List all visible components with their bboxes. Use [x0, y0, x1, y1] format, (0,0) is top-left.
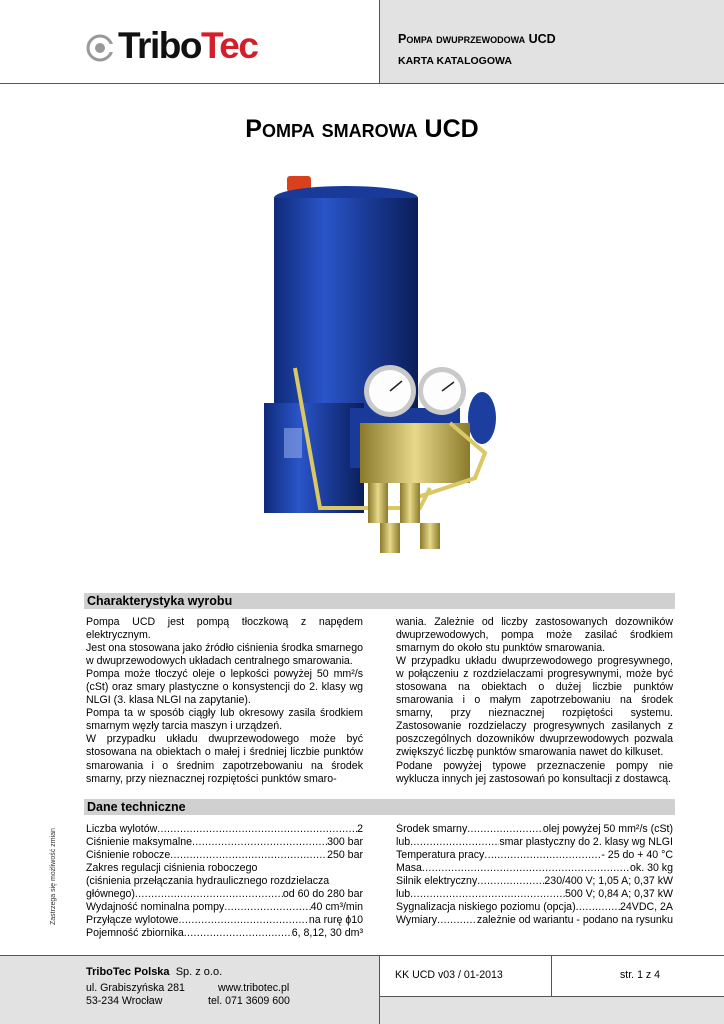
- spec-leader-dots: [576, 901, 620, 914]
- header-subtitle: KARTA KATALOGOWA: [398, 55, 512, 67]
- header-divider: [0, 83, 724, 84]
- spec-value: 40 cm³/min: [310, 901, 363, 914]
- spec-leader-dots: [484, 849, 601, 862]
- spec-row: [396, 901, 673, 914]
- spec-leader-dots: [437, 914, 477, 927]
- spec-row: [86, 901, 363, 914]
- spec-label: Ciśnienie robocze: [86, 849, 171, 862]
- spec-row: [86, 927, 363, 940]
- logo-text-tribo: Tribo: [118, 25, 201, 66]
- spec-value: 230/400 V; 1,05 A; 0,37 kW: [544, 875, 673, 888]
- logo-text-tec: Tec: [200, 25, 258, 66]
- spec-row: [396, 888, 673, 901]
- spec-label: lub: [396, 836, 411, 849]
- spec-value: 500 V; 0,84 A; 0,37 kW: [565, 888, 673, 901]
- spec-label: lub: [396, 888, 411, 901]
- spec-value: ok. 30 kg: [630, 862, 673, 875]
- spec-label: Przyłącze wylotowe: [86, 914, 179, 927]
- paragraph: Podane powyżej typowe przeznaczenie pompy nie wyklucza innych jej zastosowań po konsultacji z dostawcą.: [396, 759, 673, 785]
- characteristics-right-column: [396, 616, 673, 786]
- spec-leader-dots: [224, 901, 310, 914]
- spec-leader-dots: [477, 875, 544, 888]
- spec-row: [396, 875, 673, 888]
- section-heading-characteristics: Charakterystyka wyrobu: [84, 593, 675, 609]
- spec-leader-dots: [178, 914, 308, 927]
- spec-row: [86, 849, 363, 862]
- spec-value: 2: [357, 823, 363, 835]
- footer-city: 53-234 Wrocław: [86, 995, 163, 1007]
- spec-row: [86, 862, 363, 875]
- spec-label: Masa: [396, 862, 422, 875]
- header-vertical-divider: [379, 0, 380, 84]
- company-name: TriboTec Polska: [86, 966, 170, 978]
- spec-row: [396, 836, 673, 849]
- footer-vertical-divider-2: [551, 955, 552, 997]
- spec-label: Sygnalizacja niskiego poziomu (opcja): [396, 901, 576, 914]
- side-note: Zastrzega się możliwość zmian: [50, 828, 57, 925]
- footer-phone: tel. 071 3609 600: [208, 995, 290, 1007]
- paragraph: W przypadku układu dwuprzewodowego może być stosowana na obiektach o małej i średniej liczbie punktów smarowania i o średnim zapotrzebowaniu na środek smarny, przy nieznacznej rozpiętości punktów smaro-: [86, 733, 363, 785]
- spec-label: Zakres regulacji ciśnienia roboczego: [86, 862, 258, 875]
- footer-page-number: str. 1 z 4: [620, 969, 661, 981]
- spec-leader-dots: [410, 836, 499, 849]
- spec-value: od 60 do 280 bar: [282, 888, 363, 901]
- pump-product-image: [250, 168, 500, 568]
- spec-value: olej powyżej 50 mm²/s (cSt): [542, 823, 673, 835]
- footer-vertical-divider: [379, 955, 380, 1024]
- logo-c-icon: [86, 34, 114, 62]
- tribotec-logo: [86, 25, 286, 68]
- spec-row: [396, 914, 673, 927]
- spec-row: [86, 888, 363, 901]
- technical-right-list: [396, 823, 673, 927]
- spec-label: Silnik elektryczny: [396, 875, 478, 888]
- spec-row: [86, 836, 363, 849]
- spec-value: zależnie od wariantu - podano na rysunku: [476, 914, 673, 927]
- spec-value: 6, 8,12, 30 dm³: [291, 927, 363, 940]
- spec-row: [396, 823, 673, 836]
- spec-row: [396, 849, 673, 862]
- spec-label: (ciśnienia przełączania hydraulicznego rozdzielacza: [86, 875, 330, 888]
- spec-label: Temperatura pracy: [396, 849, 485, 862]
- spec-leader-dots: [184, 927, 292, 940]
- section-heading-technical: Dane techniczne: [84, 799, 675, 815]
- spec-value: - 25 do + 40 °C: [601, 849, 673, 862]
- spec-value: 250 bar: [327, 849, 363, 862]
- footer-box-divider: [380, 996, 724, 997]
- paragraph: W przypadku układu dwuprzewodowego progresywnego, w połączeniu z rozdzielaczami progresywnymi, może być stosowana na obiektach o dużej liczbie punktów smarowania i o małym zapotrzebowaniu na środek smarny, przy nieznacznej rozpiętości systemu. Zastosowanie rozdzielaczy progresywnych zasilanych z poszczególnych dozowników dwuprzewodowych pozwala zwiększyć liczbę punktów smarowania nawet do kilkuset.: [396, 655, 673, 759]
- footer-company: [86, 966, 222, 978]
- spec-label: Środek smarny: [396, 823, 468, 835]
- spec-label: Wymiary: [396, 914, 438, 927]
- spec-leader-dots: [467, 823, 543, 836]
- spec-row: [396, 862, 673, 875]
- header-title: Pompa dwuprzewodowa UCD: [398, 32, 556, 46]
- spec-label: głównego): [86, 888, 135, 901]
- spec-value: 300 bar: [327, 836, 363, 849]
- spec-value: smar plastyczny do 2. klasy wg NLGI: [499, 836, 673, 849]
- paragraph: wania. Zależnie od liczby zastosowanych dozowników dwuprzewodowych, pompa może zasilać środkiem smarnym do około stu punktów smarowania.: [396, 616, 673, 655]
- spec-row: [86, 914, 363, 927]
- footer-doc-code: KK UCD v03 / 01-2013: [395, 969, 503, 981]
- page-title: Pompa smarowa UCD: [245, 115, 479, 143]
- spec-row: [86, 823, 363, 836]
- paragraph: Jest ona stosowana jako źródło ciśnienia środka smarnego w dwuprzewodowych układach centralnego smarowania.: [86, 642, 363, 668]
- spec-leader-dots: [192, 836, 327, 849]
- footer-website[interactable]: www.tribotec.pl: [218, 982, 290, 994]
- footer-divider: [0, 955, 724, 956]
- company-suffix: Sp. z o.o.: [175, 966, 223, 978]
- spec-label: Liczba wylotów: [86, 823, 158, 835]
- spec-leader-dots: [422, 862, 630, 875]
- paragraph: Pompa ta w sposób ciągły lub okresowy zasila środkiem smarnym węzły tarcia maszyn i urządzeń.: [86, 707, 363, 733]
- spec-value: 24VDC, 2A: [620, 901, 673, 914]
- spec-leader-dots: [135, 888, 283, 901]
- spec-label: Ciśnienie maksymalne: [86, 836, 192, 849]
- spec-leader-dots: [410, 888, 565, 901]
- characteristics-left-column: [86, 616, 363, 786]
- spec-value: na rurę ɸ10: [308, 914, 363, 927]
- technical-left-list: [86, 823, 363, 940]
- spec-label: Pojemność zbiornika: [86, 927, 184, 940]
- footer-street: ul. Grabiszyńska 281: [86, 982, 185, 994]
- spec-row: [86, 875, 363, 888]
- spec-label: Wydajność nominalna pompy: [86, 901, 225, 914]
- paragraph: Pompa UCD jest pompą tłoczkową z napędem elektrycznym.: [86, 616, 363, 642]
- spec-leader-dots: [170, 849, 327, 862]
- spec-leader-dots: [157, 823, 357, 836]
- paragraph: Pompa może tłoczyć oleje o lepkości powyżej 50 mm²/s (cSt) oraz smary plastyczne o konsystencji do 2. klasy wg NLGI (3. klasa NLGI na zapytanie).: [86, 668, 363, 707]
